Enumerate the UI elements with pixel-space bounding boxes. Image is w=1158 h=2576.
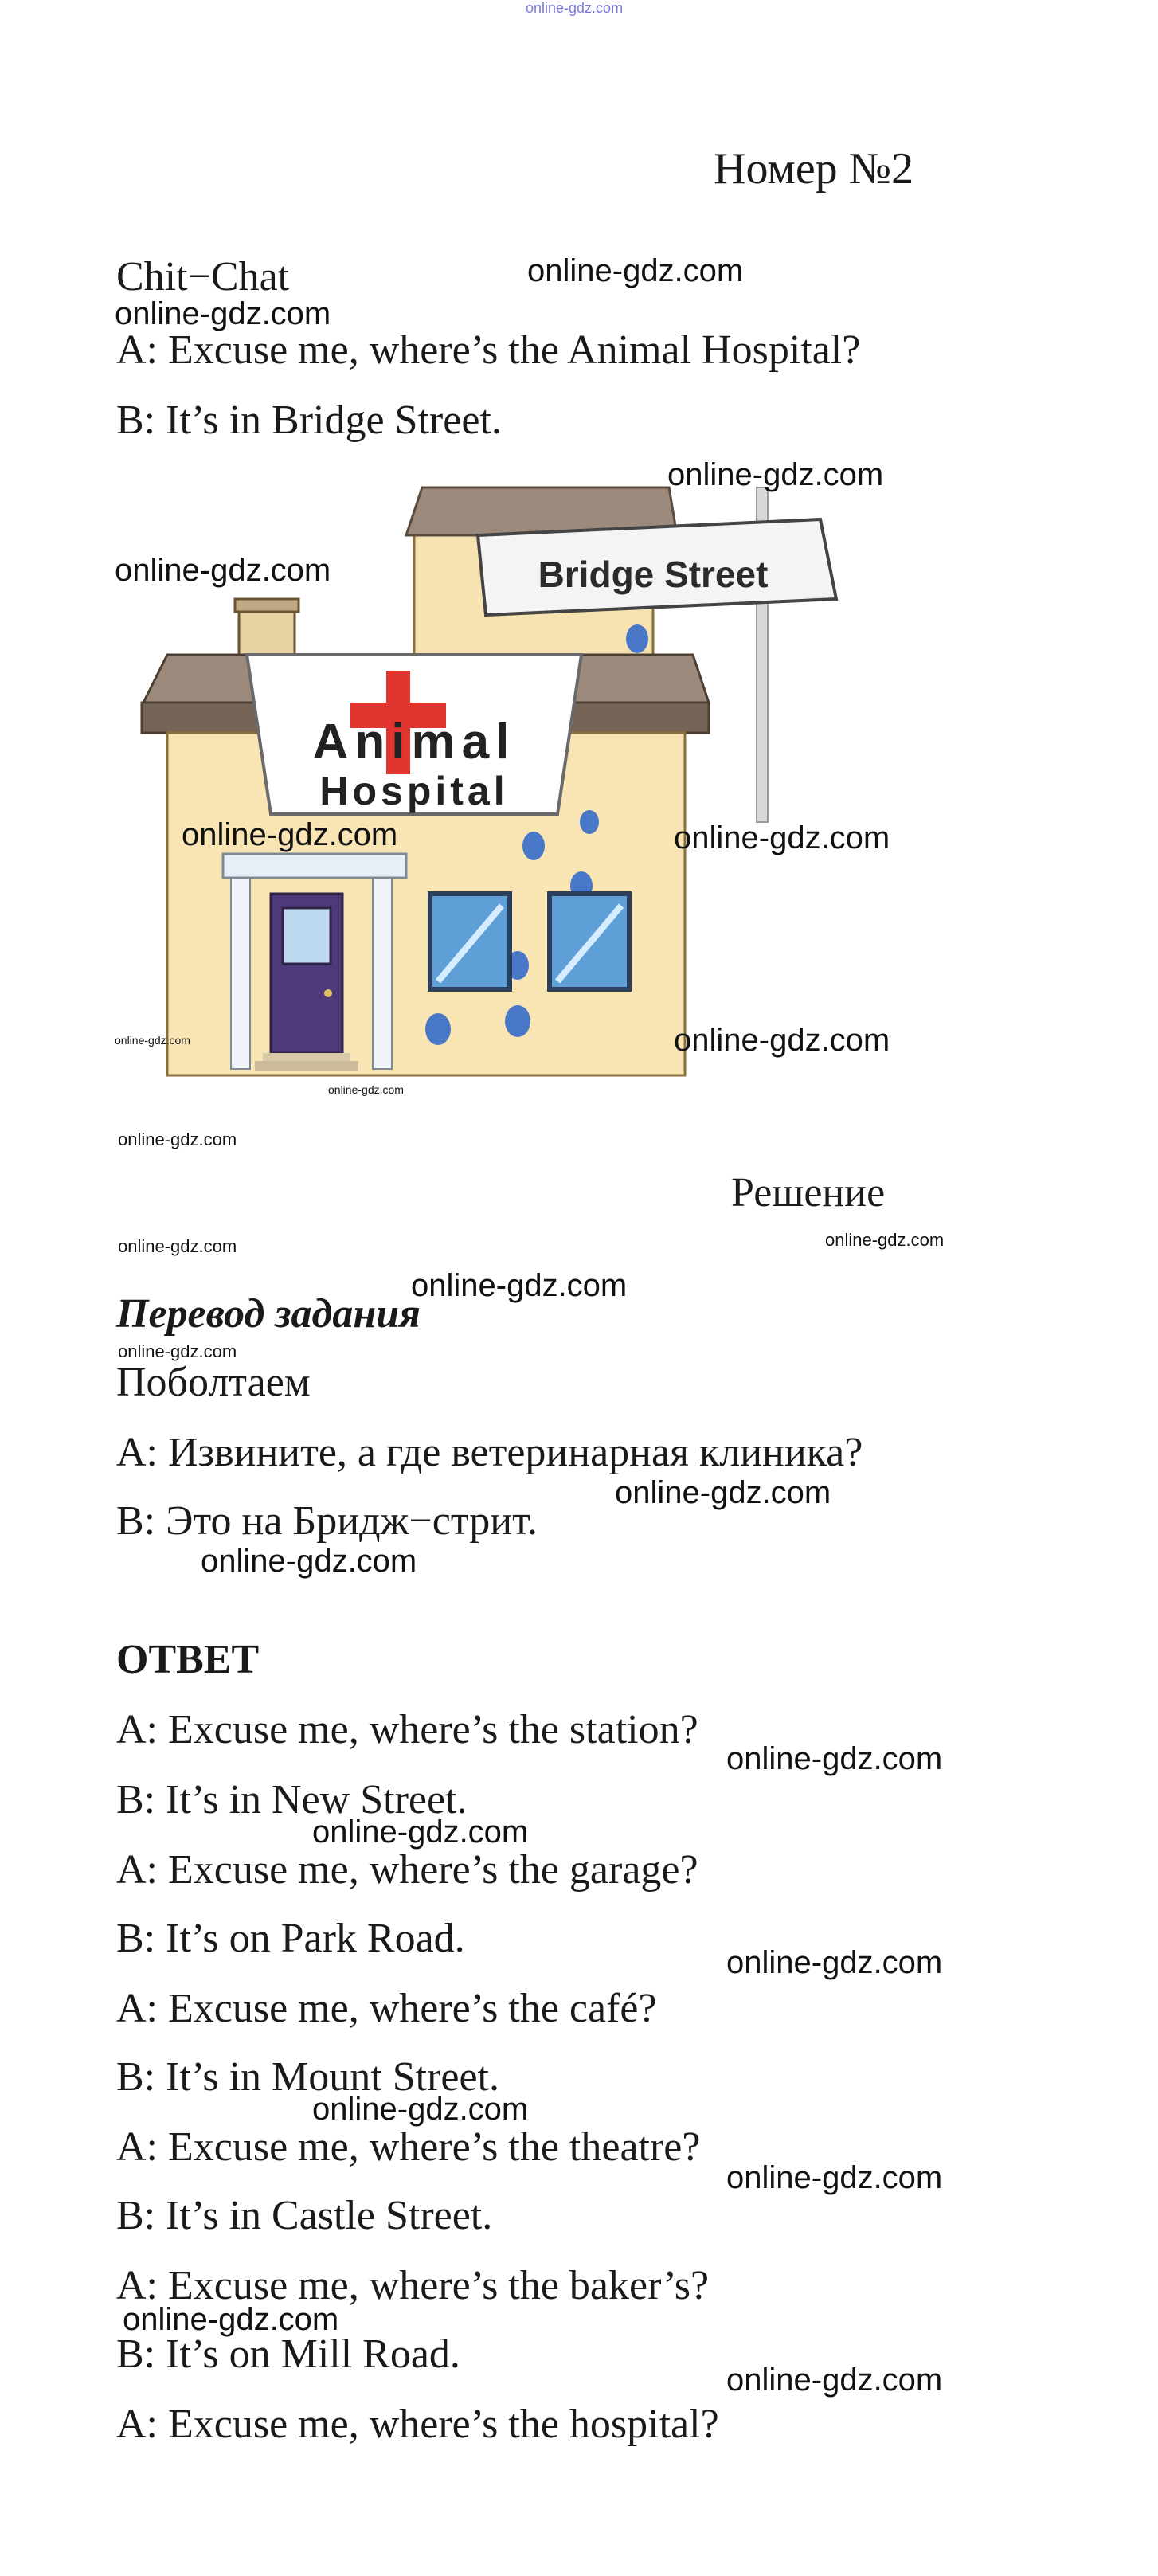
watermark: online-gdz.com [118,1129,237,1149]
watermark: online-gdz.com [411,1268,628,1303]
watermark: online-gdz.com [182,817,398,852]
watermark: online-gdz.com [615,1475,831,1510]
watermark: online-gdz.com [115,296,331,331]
translation-heading: Перевод задания [116,1291,421,1337]
answer-line: A: Excuse me, where’s the theatre? [116,2124,701,2170]
watermark: online-gdz.com [123,2302,339,2337]
translation-line: B: Это на Бридж−стрит. [116,1498,538,1544]
hospital-sign-line1: Animal [312,714,516,769]
answer-heading: ОТВЕТ [116,1637,260,1682]
watermark: online-gdz.com [527,253,744,288]
watermark: online-gdz.com [312,2092,529,2127]
hospital-sign-line2: Hospital [319,769,509,813]
watermark: online-gdz.com [726,1741,943,1776]
watermark-top: online-gdz.com [526,0,624,16]
task-line: B: It’s in Bridge Street. [116,397,502,443]
watermark: online-gdz.com [726,2363,943,2398]
answer-line: A: Excuse me, where’s the hospital? [116,2402,719,2447]
translation-line: A: Извините, а где ветеринарная клиника? [116,1430,863,1475]
task-line: A: Excuse me, where’s the Animal Hospital? [116,327,861,373]
watermark: online-gdz.com [667,457,884,492]
answer-line: A: Excuse me, where’s the café? [116,1986,657,2031]
watermark: online-gdz.com [674,820,890,855]
translation-subtitle: Поболтаем [116,1360,311,1405]
watermark: online-gdz.com [118,1341,237,1361]
watermark: online-gdz.com [726,2160,943,2195]
answer-line: B: It’s on Mill Road. [116,2331,460,2377]
watermark: online-gdz.com [115,553,331,588]
answer-line: B: It’s in Castle Street. [116,2193,493,2238]
watermark: online-gdz.com [118,1236,237,1256]
answer-line: A: Excuse me, where’s the station? [116,1707,698,1752]
answer-line: B: It’s in Mount Street. [116,2054,499,2100]
task-title: Chit−Chat [116,254,290,299]
page-number-title: Номер №2 [714,144,914,194]
answer-line: B: It’s in New Street. [116,1777,468,1822]
watermark: online-gdz.com [201,1544,417,1579]
answer-line: A: Excuse me, where’s the baker’s? [116,2263,710,2308]
answer-line: B: It’s on Park Road. [116,1916,465,1961]
answer-line: A: Excuse me, where’s the garage? [116,1847,698,1893]
watermark: online-gdz.com [328,1083,404,1096]
watermark: online-gdz.com [312,1815,529,1850]
watermark: online-gdz.com [674,1023,890,1058]
watermark: online-gdz.com [115,1034,190,1047]
street-sign-text: Bridge Street [538,554,769,595]
solution-label: Решение [731,1170,886,1216]
watermark: online-gdz.com [726,1945,943,1980]
watermark: online-gdz.com [825,1230,945,1250]
